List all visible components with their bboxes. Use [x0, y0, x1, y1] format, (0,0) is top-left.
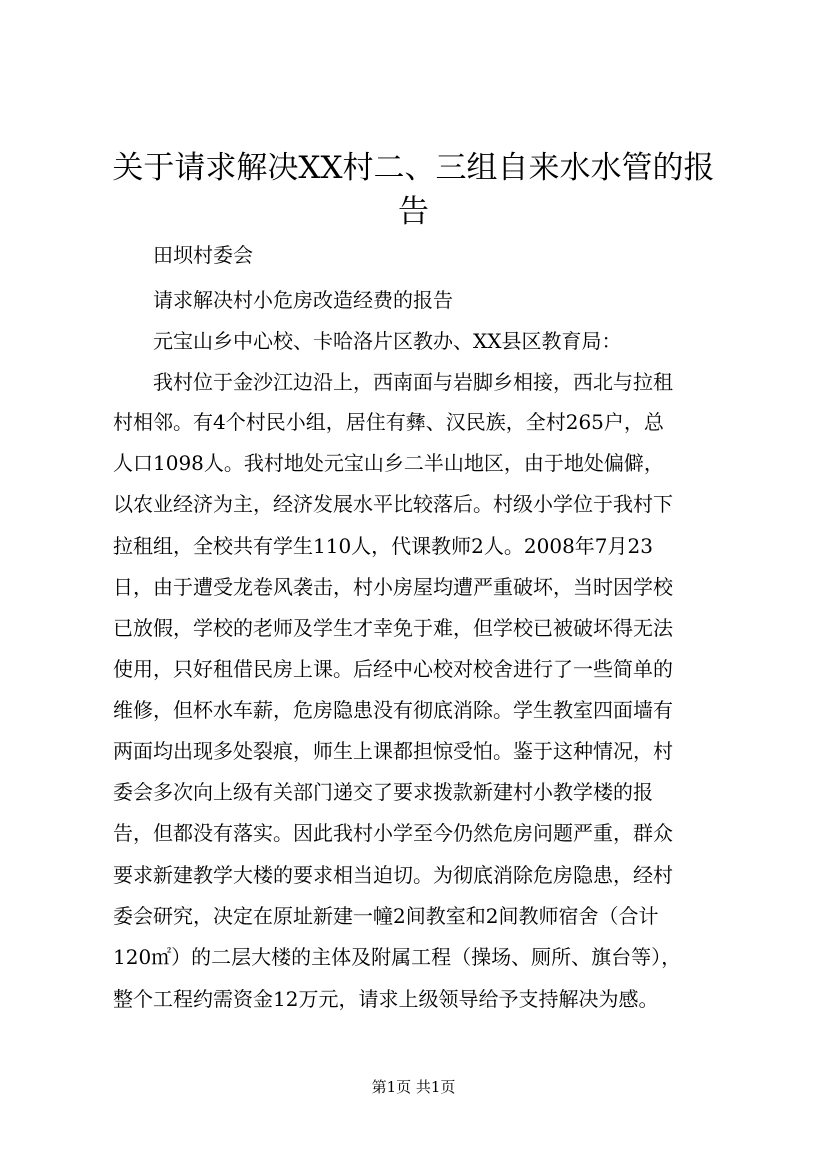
page-number-footer: 第1页 共1页: [371, 1078, 456, 1096]
body-line: 以农业经济为主，经济发展水平比较落后。村级小学位于我村下: [113, 492, 673, 516]
body-line: 两面均出现多处裂痕，师生上课都担惊受怕。鉴于这种情况，村: [113, 739, 673, 763]
body-line: 维修，但杯水车薪，危房隐患没有彻底消除。学生教室四面墙有: [113, 698, 673, 722]
body-line: 我村位于金沙江边沿上，西南面与岩脚乡相接，西北与拉租: [153, 370, 673, 394]
body-line: 使用，只好租借民房上课。后经中心校对校舍进行了一些简单的: [113, 657, 673, 681]
body-line: 拉租组，全校共有学生110人，代课教师2人。2008年7月23: [113, 534, 653, 558]
body-line: 委会研究，决定在原址新建一幢2间教室和2间教师宿舍（合计: [113, 904, 659, 928]
body-line: 村相邻。有4个村民小组，居住有彝、汉民族，全村265户，总: [113, 410, 664, 434]
body-line: 要求新建教学大楼的要求相当迫切。为彻底消除危房隐患，经村: [113, 863, 673, 887]
organization-line: 田坝村委会: [153, 243, 253, 267]
body-line: 整个工程约需资金12万元，请求上级领导给予支持解决为感。: [113, 987, 659, 1011]
subject-line: 请求解决村小危房改造经费的报告: [153, 288, 453, 312]
body-line: 委会多次向上级有关部门递交了要求拨款新建村小教学楼的报: [113, 780, 653, 804]
body-line: 120㎡）的二层大楼的主体及附属工程（操场、厕所、旗台等），: [113, 945, 682, 969]
body-line: 已放假，学校的老师及学生才幸免于难，但学校已被破坏得无法: [113, 616, 673, 640]
addressee-line: 元宝山乡中心校、卡哈洛片区教办、XX县区教育局：: [153, 329, 622, 353]
body-line: 告，但都没有落实。因此我村小学至今仍然危房问题严重，群众: [113, 821, 673, 845]
document-title: 关于请求解决XX村二、三组自来水水管的报告: [112, 150, 715, 230]
body-line: 人口1098人。我村地处元宝山乡二半山地区，由于地处偏僻，: [113, 451, 664, 475]
body-line: 日，由于遭受龙卷风袭击，村小房屋均遭严重破坏，当时因学校: [113, 575, 673, 599]
